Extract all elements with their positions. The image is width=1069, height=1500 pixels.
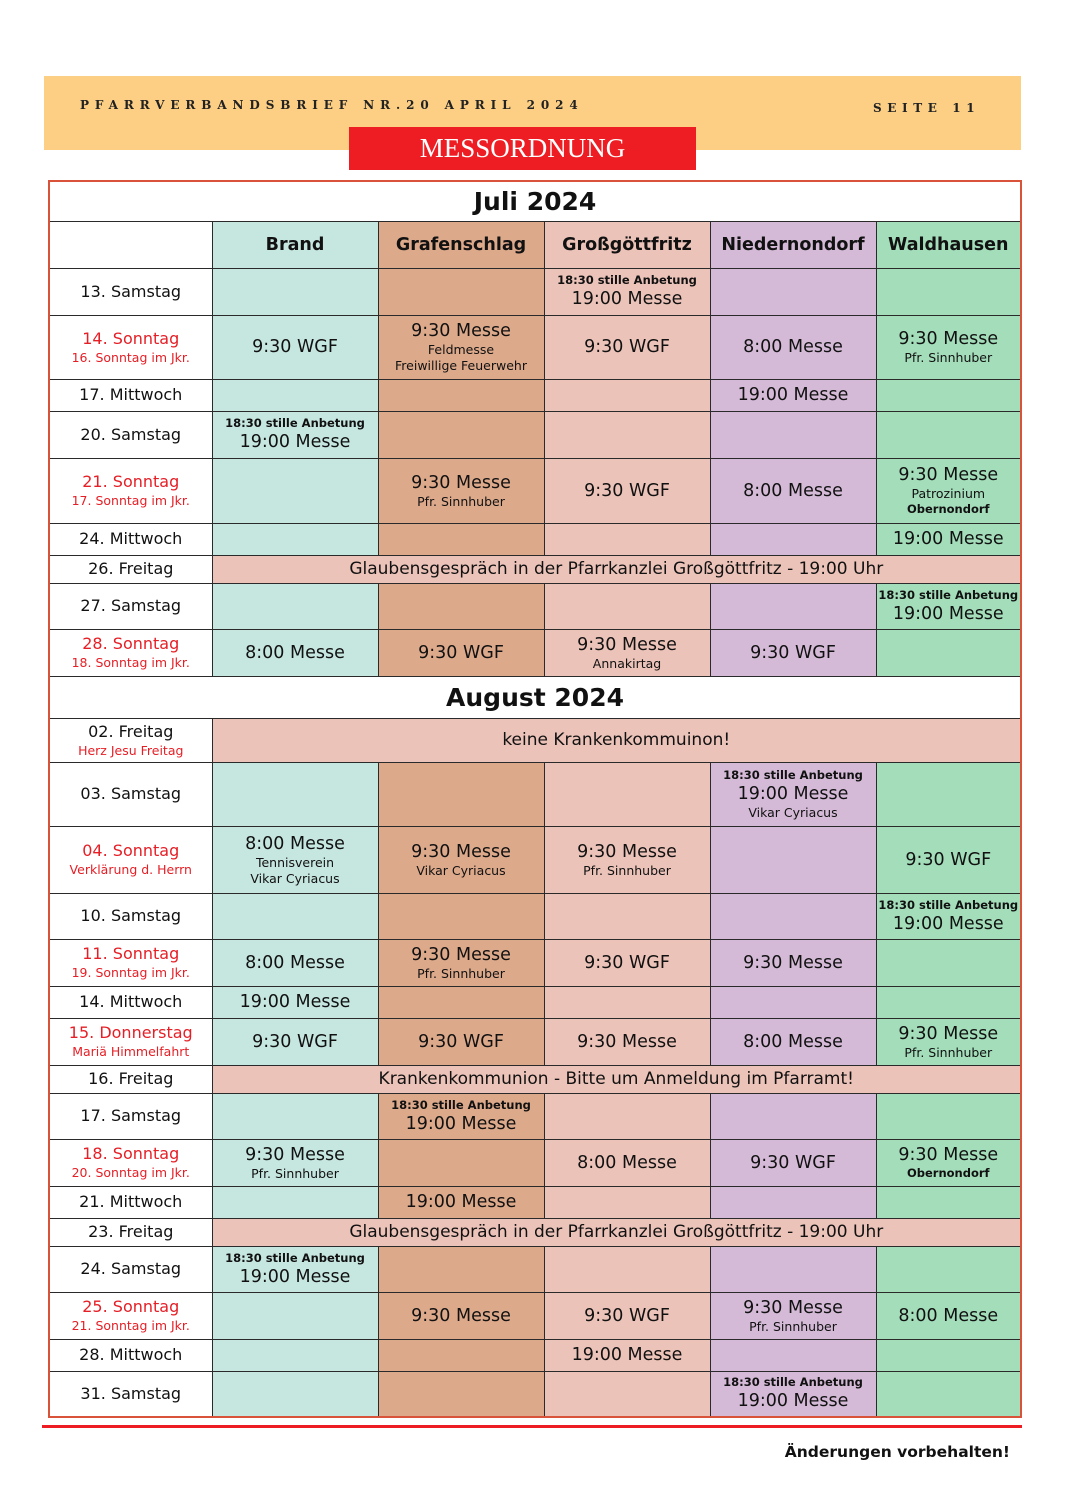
day-label: 04. Sonntag (82, 841, 180, 860)
service-cell (876, 523, 1021, 555)
schedule-row (49, 718, 1021, 762)
service-cell (378, 411, 544, 458)
service-time: 8:00 Messe (577, 1152, 677, 1173)
service-cell (544, 762, 710, 826)
service-cell (544, 458, 710, 523)
service-cell (544, 1339, 710, 1371)
service-cell (544, 315, 710, 379)
service-detail: Annakirtag (592, 655, 662, 671)
day-label: 14. Sonntag (82, 328, 180, 348)
service-detail: Vikar Cyriacus (416, 862, 506, 878)
day-label: 02. Freitag (88, 721, 174, 741)
service-cell (378, 1186, 544, 1218)
service-cell (544, 986, 710, 1018)
service-cell (710, 986, 876, 1018)
schedule-row (49, 986, 1021, 1018)
service-cell (710, 1371, 876, 1417)
service-time: 8:00 Messe (245, 952, 345, 973)
service-cell (378, 826, 544, 893)
service-cell (544, 379, 710, 411)
service-cell (212, 1292, 378, 1339)
service-time: 19:00 Messe (571, 1345, 683, 1365)
schedule-row (49, 583, 1021, 629)
service-time: 19:00 Messe (892, 913, 1004, 934)
service-cell (876, 1339, 1021, 1371)
service-detail: Pfr. Sinnhuber (749, 1318, 837, 1334)
service-time: 19:00 Messe (892, 603, 1004, 624)
date-cell (49, 268, 212, 315)
service-cell (212, 411, 378, 458)
service-time: 9:30 Messe (577, 1031, 677, 1052)
service-time: 9:30 WGF (905, 849, 992, 870)
day-label: 21. Sonntag (82, 472, 180, 491)
service-cell (378, 939, 544, 986)
date-cell (49, 523, 212, 555)
service-cell (378, 1292, 544, 1339)
service-cell (378, 1339, 544, 1371)
date-cell (49, 411, 212, 458)
service-time: 9:30 Messe (898, 465, 999, 485)
service-cell (212, 762, 378, 826)
service-cell (710, 1339, 876, 1371)
date-cell (49, 762, 212, 826)
service-time: 9:30 WGF (750, 1152, 836, 1173)
service-note: 18:30 stille Anbetung (557, 273, 697, 287)
day-label: 24. Samstag (80, 1259, 182, 1278)
date-cell (49, 1065, 212, 1093)
date-cell (49, 555, 212, 583)
date-cell (49, 718, 212, 762)
service-time: 19:00 Messe (737, 783, 849, 804)
service-cell (876, 411, 1021, 458)
service-detail: Pfr. Sinnhuber (904, 350, 993, 365)
service-time: 19:00 Messe (405, 1192, 517, 1212)
date-cell (49, 1371, 212, 1417)
service-location: Obernondorf (906, 1166, 990, 1180)
service-time: 8:00 Messe (743, 337, 843, 357)
schedule-row (49, 893, 1021, 939)
date-cell (49, 1218, 212, 1246)
column-header-niedernondorf: Niedernondorf (710, 221, 876, 268)
schedule-row (49, 1186, 1021, 1218)
service-time: 9:30 Messe (245, 1144, 345, 1165)
service-cell (212, 1246, 378, 1292)
service-cell (544, 268, 710, 315)
date-cell (49, 1139, 212, 1186)
service-cell (378, 629, 544, 676)
day-sublabel: Mariä Himmelfahrt (72, 1044, 190, 1059)
service-time: 19:00 Messe (239, 992, 351, 1012)
service-time: 8:00 Messe (245, 833, 345, 854)
schedule-row (49, 939, 1021, 986)
service-cell (378, 1371, 544, 1417)
service-note: 18:30 stille Anbetung (723, 767, 863, 782)
service-time: 9:30 WGF (584, 480, 670, 501)
service-time: 19:00 Messe (239, 432, 351, 452)
service-cell (378, 523, 544, 555)
service-cell (876, 458, 1021, 523)
service-cell (212, 1186, 378, 1218)
day-sublabel: Herz Jesu Freitag (78, 742, 184, 758)
service-cell (212, 1018, 378, 1065)
service-cell (544, 1139, 710, 1186)
service-time: 8:00 Messe (245, 642, 345, 663)
announcement-cell: Krankenkommunion - Bitte um Anmeldung im Pfarramt! (212, 1065, 1021, 1093)
service-cell (710, 1139, 876, 1186)
schedule-row (49, 1065, 1021, 1093)
service-cell (710, 315, 876, 379)
service-cell (710, 1018, 876, 1065)
service-detail: Pfr. Sinnhuber (251, 1165, 339, 1181)
page-title: MESSORDNUNG (349, 127, 696, 170)
day-label: 18. Sonntag (82, 1144, 180, 1163)
service-cell (710, 1246, 876, 1292)
service-cell (212, 379, 378, 411)
announcement-cell: Glaubensgespräch in der Pfarrkanzlei Großgöttfritz - 19:00 Uhr (212, 555, 1021, 583)
schedule-row (49, 411, 1021, 458)
service-cell (544, 583, 710, 629)
day-label: 13. Samstag (80, 281, 182, 301)
day-sublabel: 16. Sonntag im Jkr. (71, 349, 190, 365)
service-time: 9:30 Messe (898, 329, 999, 349)
service-cell (876, 583, 1021, 629)
column-header-grossgoettfritz: Großgöttfritz (544, 221, 710, 268)
service-cell (876, 379, 1021, 411)
service-time: 19:00 Messe (892, 529, 1004, 549)
day-label: 03. Samstag (80, 784, 182, 803)
service-time: 9:30 WGF (252, 337, 338, 357)
service-time: 9:30 WGF (584, 952, 670, 973)
service-time: 9:30 Messe (411, 321, 511, 341)
service-time: 9:30 Messe (577, 634, 677, 655)
service-detail: Pfr. Sinnhuber (904, 1044, 993, 1060)
announcement-cell: keine Krankenkommuinon! (212, 718, 1021, 762)
day-sublabel: 17. Sonntag im Jkr. (71, 493, 190, 508)
day-label: 24. Mittwoch (79, 529, 183, 548)
day-sublabel: Verklärung d. Herrn (69, 862, 192, 877)
service-cell (544, 939, 710, 986)
month-heading: Juli 2024 (49, 181, 1021, 221)
service-cell (378, 379, 544, 411)
service-time: 9:30 WGF (584, 337, 670, 357)
day-label: 10. Samstag (80, 906, 182, 925)
service-time: 19:00 Messe (239, 1266, 351, 1287)
service-detail: Pfr. Sinnhuber (417, 493, 505, 509)
service-cell (710, 458, 876, 523)
date-cell (49, 939, 212, 986)
day-sublabel: 19. Sonntag im Jkr. (71, 965, 190, 980)
service-cell (212, 939, 378, 986)
date-cell (49, 629, 212, 676)
service-detail: Patrozinium (911, 486, 986, 501)
service-cell (544, 1371, 710, 1417)
service-cell (212, 1093, 378, 1139)
schedule-row (49, 826, 1021, 893)
day-sublabel: 21. Sonntag im Jkr. (71, 1318, 190, 1333)
service-cell (378, 315, 544, 379)
service-note: 18:30 stille Anbetung (723, 1375, 863, 1390)
schedule-row (49, 1371, 1021, 1417)
service-cell (710, 939, 876, 986)
service-location: Obernondorf (906, 502, 990, 516)
day-label: 16. Freitag (88, 1069, 174, 1088)
service-time: 9:30 WGF (584, 1305, 670, 1326)
date-cell (49, 1292, 212, 1339)
service-cell (212, 583, 378, 629)
service-cell (378, 893, 544, 939)
day-label: 20. Samstag (80, 424, 182, 444)
service-cell (212, 1139, 378, 1186)
schedule-row (49, 629, 1021, 676)
schedule-row (49, 555, 1021, 583)
service-detail: Feldmesse (427, 342, 495, 357)
schedule-row (49, 379, 1021, 411)
day-sublabel: 20. Sonntag im Jkr. (71, 1165, 190, 1180)
service-cell (378, 762, 544, 826)
schedule-row (49, 315, 1021, 379)
service-detail: Vikar Cyriacus (748, 804, 838, 820)
service-cell (710, 268, 876, 315)
service-cell (544, 1018, 710, 1065)
service-cell (544, 1292, 710, 1339)
service-time: 9:30 Messe (577, 841, 677, 862)
schedule-row (49, 1093, 1021, 1139)
service-cell (212, 986, 378, 1018)
service-time: 9:30 Messe (743, 952, 843, 973)
service-cell (876, 1292, 1021, 1339)
service-cell (710, 1093, 876, 1139)
service-cell (710, 379, 876, 411)
service-cell (876, 986, 1021, 1018)
day-label: 31. Samstag (80, 1383, 182, 1403)
service-cell (212, 523, 378, 555)
service-time: 8:00 Messe (743, 480, 843, 501)
service-note: 18:30 stille Anbetung (878, 587, 1019, 602)
service-cell (876, 762, 1021, 826)
service-cell (212, 629, 378, 676)
date-cell (49, 1339, 212, 1371)
service-cell (544, 1246, 710, 1292)
announcement-cell: Glaubensgespräch in der Pfarrkanzlei Großgöttfritz - 19:00 Uhr (212, 1218, 1021, 1246)
date-cell (49, 315, 212, 379)
service-cell (876, 268, 1021, 315)
service-cell (876, 826, 1021, 893)
service-cell (212, 458, 378, 523)
service-time: 9:30 WGF (750, 642, 836, 663)
day-label: 11. Sonntag (82, 944, 180, 963)
service-cell (876, 1093, 1021, 1139)
day-label: 17. Samstag (80, 1106, 182, 1125)
service-detail: Freiwillige Feuerwehr (395, 358, 527, 373)
service-cell (544, 1093, 710, 1139)
service-time: 9:30 WGF (418, 642, 504, 663)
date-cell (49, 1246, 212, 1292)
service-cell (378, 458, 544, 523)
service-cell (212, 1371, 378, 1417)
day-label: 28. Mittwoch (79, 1345, 183, 1364)
service-cell (544, 629, 710, 676)
schedule-row (49, 762, 1021, 826)
schedule-row (49, 1218, 1021, 1246)
service-cell (710, 583, 876, 629)
service-cell (876, 315, 1021, 379)
service-detail: Pfr. Sinnhuber (417, 965, 505, 981)
service-cell (876, 1139, 1021, 1186)
schedule-row (49, 523, 1021, 555)
service-cell (710, 411, 876, 458)
service-time: 9:30 Messe (411, 1305, 511, 1326)
service-cell (876, 1371, 1021, 1417)
service-time: 9:30 Messe (411, 841, 511, 862)
footer-note: Änderungen vorbehalten! (784, 1443, 1010, 1461)
service-cell (710, 1292, 876, 1339)
service-cell (544, 826, 710, 893)
day-label: 27. Samstag (80, 596, 182, 615)
date-cell (49, 1186, 212, 1218)
service-cell (876, 1018, 1021, 1065)
day-label: 17. Mittwoch (79, 385, 183, 404)
service-cell (710, 893, 876, 939)
service-time: 9:30 Messe (411, 944, 511, 965)
column-header-grafenschlag: Grafenschlag (378, 221, 544, 268)
schedule-row (49, 1018, 1021, 1065)
date-cell (49, 458, 212, 523)
date-cell (49, 893, 212, 939)
service-detail: Pfr. Sinnhuber (583, 862, 671, 878)
service-time: 19:00 Messe (737, 1391, 849, 1412)
service-cell (544, 893, 710, 939)
service-cell (378, 268, 544, 315)
service-cell (212, 1339, 378, 1371)
service-cell (710, 523, 876, 555)
day-label: 15. Donnerstag (68, 1023, 193, 1042)
service-time: 9:30 Messe (898, 1023, 999, 1044)
service-cell (212, 268, 378, 315)
service-cell (876, 1246, 1021, 1292)
day-label: 23. Freitag (88, 1222, 174, 1241)
service-cell (212, 826, 378, 893)
service-cell (544, 411, 710, 458)
day-label: 14. Mittwoch (79, 992, 183, 1011)
service-cell (876, 1186, 1021, 1218)
service-time: 8:00 Messe (743, 1031, 843, 1052)
column-header-brand: Brand (212, 221, 378, 268)
column-header-waldhausen: Waldhausen (876, 221, 1021, 268)
footer-rule (42, 1425, 1022, 1428)
date-cell (49, 986, 212, 1018)
date-cell (49, 583, 212, 629)
service-cell (710, 1186, 876, 1218)
schedule-row (49, 1246, 1021, 1292)
service-cell (378, 1093, 544, 1139)
day-sublabel: 18. Sonntag im Jkr. (71, 655, 190, 670)
service-time: 9:30 Messe (411, 472, 511, 493)
date-cell (49, 379, 212, 411)
service-detail: Tennisverein (255, 854, 335, 870)
service-time: 9:30 Messe (743, 1297, 843, 1318)
service-cell (378, 1139, 544, 1186)
day-label: 28. Sonntag (82, 634, 180, 653)
service-cell (710, 826, 876, 893)
service-cell (710, 762, 876, 826)
service-cell (876, 939, 1021, 986)
service-time: 9:30 WGF (252, 1031, 338, 1052)
mass-schedule-table (48, 180, 1022, 1418)
service-cell (378, 1246, 544, 1292)
date-cell (49, 826, 212, 893)
schedule-row (49, 1139, 1021, 1186)
day-label: 25. Sonntag (82, 1297, 180, 1316)
service-cell (710, 629, 876, 676)
day-label: 26. Freitag (88, 559, 174, 578)
service-time: 8:00 Messe (898, 1305, 999, 1326)
service-time: 19:00 Messe (737, 385, 849, 405)
service-cell (378, 1018, 544, 1065)
service-cell (212, 893, 378, 939)
day-label: 21. Mittwoch (79, 1192, 183, 1211)
service-time: 9:30 Messe (898, 1145, 999, 1165)
schedule-row (49, 268, 1021, 315)
service-cell (378, 583, 544, 629)
service-detail: Vikar Cyriacus (250, 870, 340, 886)
service-time: 19:00 Messe (405, 1113, 517, 1134)
date-cell (49, 1018, 212, 1065)
service-cell (876, 629, 1021, 676)
service-time: 19:00 Messe (571, 289, 683, 309)
month-heading: August 2024 (49, 676, 1021, 718)
service-note: 18:30 stille Anbetung (878, 897, 1019, 912)
service-time: 9:30 WGF (418, 1031, 504, 1052)
schedule-row (49, 458, 1021, 523)
service-note: 18:30 stille Anbetung (225, 1250, 365, 1265)
schedule-row (49, 1339, 1021, 1371)
service-note: 18:30 stille Anbetung (225, 416, 365, 430)
service-cell (876, 893, 1021, 939)
date-cell (49, 1093, 212, 1139)
service-note: 18:30 stille Anbetung (391, 1097, 531, 1112)
schedule-row (49, 1292, 1021, 1339)
page-number: SEITE 11 (873, 101, 981, 115)
service-cell (544, 523, 710, 555)
service-cell (212, 315, 378, 379)
newsletter-title: PFARRVERBANDSBRIEF NR.20 APRIL 2024 (80, 98, 584, 112)
corner-cell (49, 221, 212, 268)
service-cell (378, 986, 544, 1018)
service-cell (544, 1186, 710, 1218)
